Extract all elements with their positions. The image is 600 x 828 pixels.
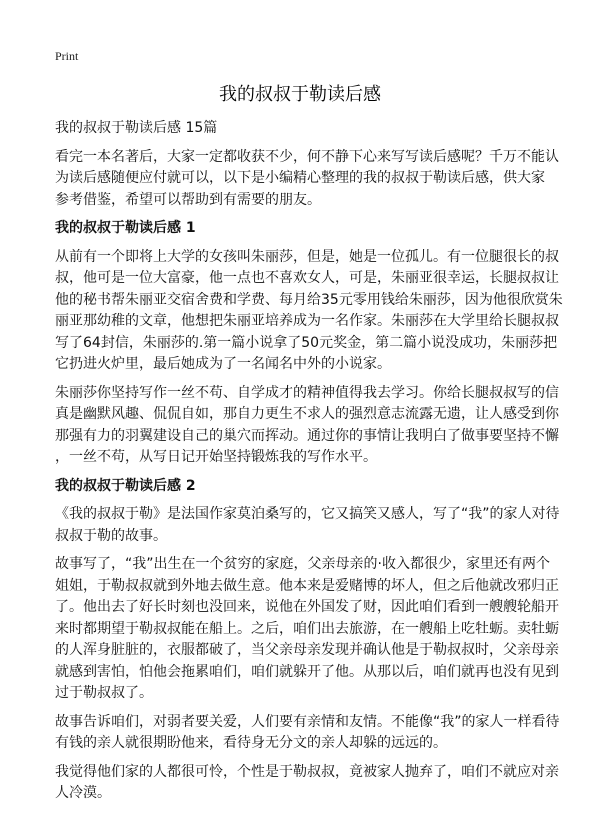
section-heading: 我的叔叔于勒读后感 1 [55,220,196,236]
text-line: 他的秘书帮朱丽亚交宿舍费和学费、每月给35元零用钱给朱丽莎，因为他很欣赏朱 [55,291,563,308]
paragraph [55,247,563,376]
text-line: 参考借鉴，希望可以帮助到有需要的朋友。 [55,191,321,208]
paragraph [55,383,559,469]
text-line: 写了64封信，朱丽莎的.第一篇小说拿了50元奖金，第二篇小说没成功，朱丽莎把 [55,334,558,351]
text-line: 叔叔于勒的故事。 [55,527,167,544]
text-line: 姐姐，于勒叔叔就到外地去做生意。他本来是爱赌博的坏人，但之后他就改邪归正 [55,577,559,594]
section-heading: 我的叔叔于勒读后感 2 [55,477,196,494]
text-line: 有钱的亲人就很期盼他来，看待身无分文的亲人却躲的远远的。 [55,735,447,751]
article-subtitle: 我的叔叔于勒读后感 15篇 [55,120,218,136]
text-line: 故事写了，“我”出生在一个贫穷的家庭，父亲母亲的·收入都很少，家里还有两个 [55,556,550,572]
text-line: 我觉得他们家的人都很可怜，个性是于勒叔叔，竟被家人抛弃了，咱们不就应对亲 [55,763,559,780]
paragraph [55,554,559,705]
text-line: 叔，他可是一位大富豪，他一点也不喜欢女人，可是，朱丽亚很幸运，长腿叔叔让 [55,270,559,286]
text-line: 为读后感随便应付就可以，以下是小编精心整理的我的叔叔于勒读后感，供大家 [55,170,545,186]
text-line: 朱丽莎你坚持写作一丝不苟、自学成才的精神值得我去学习。你给长腿叔叔写的信 [55,384,559,401]
text-line: 看完一本名著后，大家一定都收获不少，何不静下心来写写读后感呢？千万不能认 [55,148,559,165]
text-line: 它扔进火炉里，最后她成为了一名闻名中外的小说家。 [55,356,391,372]
article-body [55,118,563,812]
print-link[interactable]: Print [55,49,79,63]
text-line: 那强有力的羽翼建设自己的巢穴而挥动。通过你的事情让我明白了做事要坚持不懈 [55,427,559,444]
text-line: 人冷漠。 [55,785,111,801]
paragraph [55,504,560,547]
text-line: ，一丝不苟，从写日记开始坚持锻炼我的写作水平。 [55,449,377,465]
text-line: 《我的叔叔于勒》是法国作家莫泊桑写的，它又搞笑又感人，写了“我”的家人对待 [55,506,560,522]
text-line: 丽亚那幼稚的文章，他想把朱丽亚培养成为一名作家。朱丽莎在大学里给长腿叔叔 [55,313,559,329]
text-line: 的人浑身脏脏的，衣服都破了，当父亲母亲发现并确认他是于勒叔叔时，父亲母亲 [55,642,559,658]
text-line: 来时都期望于勒叔叔能在船上。之后，咱们出去旅游，在一艘船上吃牡蛎。卖牡蛎 [55,620,559,637]
paragraph [55,762,559,805]
text-line: 从前有一个即将上大学的女孩叫朱丽莎，但是，她是一位孤儿。有一位腿很长的叔 [55,248,559,265]
text-line: 了。他出去了好长时刻也没回来，说他在外国发了财，因此咱们看到一艘艘轮船开 [55,599,559,615]
text-line: 过于勒叔叔了。 [55,685,153,701]
intro-paragraph [55,147,559,212]
text-line: 故事告诉咱们，对弱者要关爱，人们要有亲情和友情。不能像“我”的家人一样看待 [55,713,560,730]
text-line: 真是幽默风趣、侃侃自如，那自力更生不求人的强烈意志流露无遗，让人感受到你 [55,406,559,422]
paragraph [55,712,560,755]
page-title: 我的叔叔于勒读后感 [219,84,381,105]
text-line: 就感到害怕，怕他会拖累咱们，咱们就躲开了他。从那以后，咱们就再也没有见到 [55,663,559,680]
